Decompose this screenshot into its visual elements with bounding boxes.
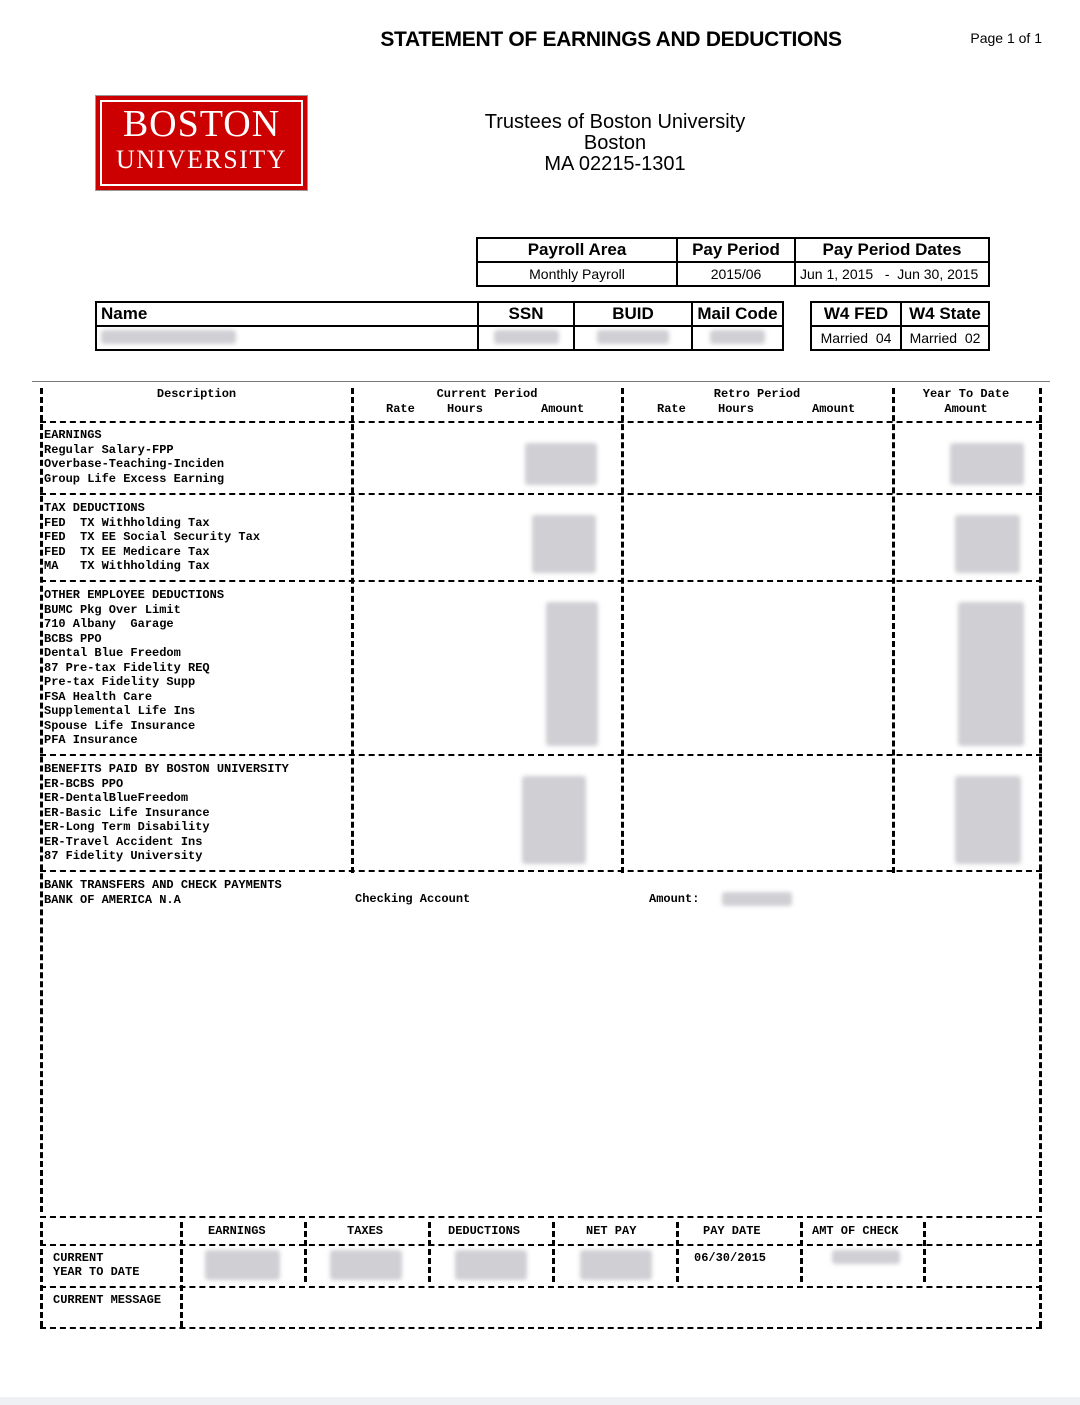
ytd-tax-redacted — [955, 515, 1020, 573]
university-logo — [95, 95, 308, 191]
page-bottom-bar — [0, 1397, 1080, 1405]
section-heading: TAX DEDUCTIONS — [44, 501, 145, 515]
benefit-line: ER-DentalBlueFreedom — [44, 791, 189, 805]
w4-fed-label: W4 FED — [811, 302, 901, 326]
deduction-line: Spouse Life Insurance — [44, 718, 196, 733]
current-earnings-redacted — [525, 443, 597, 485]
buid-label: BUID — [574, 302, 692, 326]
deduction-line: Dental Blue Freedom — [44, 646, 181, 660]
deduction-line: BUMC Pkg Over Limit — [44, 602, 181, 617]
w4-fed-value: Married 04 — [811, 326, 901, 350]
benefits-section — [44, 762, 289, 864]
col-description: Description — [156, 387, 237, 401]
employer-address — [400, 112, 830, 175]
name-label: Name — [96, 302, 478, 326]
deduction-line: PFA Insurance — [44, 733, 138, 747]
pay-period-value: 2015/06 — [677, 262, 795, 286]
totals-earnings-redacted — [205, 1250, 280, 1280]
col-retro-amount: Amount — [812, 402, 856, 416]
bank-amount-label: Amount: — [649, 892, 700, 906]
section-heading: BANK TRANSFERS AND CHECK PAYMENTS — [44, 878, 282, 892]
employer-name: Trustees of Boston University — [484, 111, 746, 133]
ytd-deductions-redacted — [958, 602, 1024, 746]
totals-taxes-redacted — [330, 1250, 402, 1280]
totals-deductions-label: DEDUCTIONS — [448, 1224, 521, 1238]
w4-state-value: Married 02 — [901, 326, 989, 350]
deduction-line: 87 Pre-tax Fidelity REQ — [44, 660, 210, 675]
payroll-area-value: Monthly Payroll — [477, 262, 677, 286]
benefit-line: ER-Travel Accident Ins — [44, 834, 203, 849]
bank-section — [44, 878, 282, 907]
tax-line: FED TX Withholding Tax — [44, 515, 210, 530]
mail-code-redacted — [710, 330, 765, 344]
current-deductions-redacted — [546, 602, 598, 746]
deduction-line: BCBS PPO — [44, 631, 102, 646]
earning-line: Regular Salary-FPP — [44, 442, 174, 457]
benefit-line: ER-BCBS PPO — [44, 776, 124, 791]
logo-text-line1: BOSTON — [122, 103, 281, 145]
pay-date-value: 06/30/2015 — [694, 1251, 767, 1265]
bank-amount-redacted — [722, 892, 792, 906]
deduction-line: Supplemental Life Ins — [44, 704, 196, 718]
current-tax-redacted — [532, 515, 596, 573]
col-retro-period: Retro Period — [713, 387, 801, 401]
pay-period-label: Pay Period — [677, 238, 795, 262]
pay-period-dates-value: Jun 1, 2015 - Jun 30, 2015 — [795, 262, 989, 286]
employer-zip: MA 02215-1301 — [544, 153, 686, 175]
page-number: Page 1 of 1 — [970, 30, 1042, 46]
section-heading: BENEFITS PAID BY BOSTON UNIVERSITY — [44, 762, 289, 776]
section-heading: EARNINGS — [44, 428, 102, 442]
buid-redacted — [597, 330, 669, 344]
earning-line: Group Life Excess Earning — [44, 471, 225, 486]
col-current-period: Current Period — [436, 387, 538, 401]
col-ytd: Year To Date — [922, 387, 1010, 401]
amt-of-check-redacted — [832, 1250, 900, 1264]
ssn-label: SSN — [478, 302, 574, 326]
name-redacted — [101, 330, 236, 344]
col-ytd-amount: Amount — [944, 402, 988, 416]
benefit-line: ER-Long Term Disability — [44, 820, 210, 834]
benefit-line: 87 Fidelity University — [44, 849, 203, 863]
col-retro-hours: Hours — [718, 402, 755, 416]
deduction-line: Pre-tax Fidelity Supp — [44, 675, 196, 689]
tax-line: FED TX EE Medicare Tax — [44, 544, 210, 559]
other-deductions-section — [44, 588, 224, 748]
totals-ytd-label: YEAR TO DATE — [53, 1265, 140, 1279]
earnings-section — [44, 428, 224, 486]
totals-taxes-label: TAXES — [347, 1224, 384, 1238]
tax-line: FED TX EE Social Security Tax — [44, 530, 261, 544]
current-benefits-redacted — [522, 776, 586, 864]
totals-net-pay-redacted — [580, 1250, 652, 1280]
tax-line: MA TX Withholding Tax — [44, 559, 210, 573]
totals-earnings-label: EARNINGS — [208, 1224, 266, 1238]
deduction-line: 710 Albany Garage — [44, 617, 174, 631]
w4-state-label: W4 State — [901, 302, 989, 326]
totals-pay-date-label: PAY DATE — [703, 1224, 761, 1238]
employer-city: Boston — [583, 132, 647, 154]
w4-table — [810, 301, 990, 351]
ssn-redacted — [494, 330, 559, 344]
pay-period-dates-label: Pay Period Dates — [795, 238, 989, 262]
benefit-line: ER-Basic Life Insurance — [44, 805, 210, 820]
col-current-hours: Hours — [447, 402, 484, 416]
totals-deductions-redacted — [455, 1250, 527, 1280]
earning-line: Overbase-Teaching-Inciden — [44, 457, 225, 471]
ytd-benefits-redacted — [955, 776, 1021, 864]
bank-account-type: Checking Account — [355, 892, 471, 906]
mail-code-label: Mail Code — [692, 302, 783, 326]
payroll-area-label: Payroll Area — [477, 238, 677, 262]
totals-current-label: CURRENT — [53, 1251, 104, 1265]
col-retro-rate: Rate — [657, 402, 686, 416]
ytd-earnings-redacted — [950, 443, 1024, 485]
employee-info-table — [95, 301, 784, 351]
logo-text-line2: UNIVERSITY — [116, 145, 287, 174]
section-heading: OTHER EMPLOYEE DEDUCTIONS — [44, 588, 225, 602]
page-title: STATEMENT OF EARNINGS AND DEDUCTIONS — [380, 28, 842, 51]
tax-section — [44, 501, 260, 574]
col-current-amount: Amount — [541, 402, 585, 416]
payroll-info-table — [476, 237, 990, 287]
deduction-line: FSA Health Care — [44, 689, 153, 704]
col-current-rate: Rate — [386, 402, 415, 416]
totals-net-pay-label: NET PAY — [586, 1224, 637, 1238]
bank-name: BANK OF AMERICA N.A — [44, 892, 181, 907]
totals-amt-of-check-label: AMT OF CHECK — [812, 1224, 899, 1238]
current-message-label: CURRENT MESSAGE — [53, 1293, 162, 1307]
